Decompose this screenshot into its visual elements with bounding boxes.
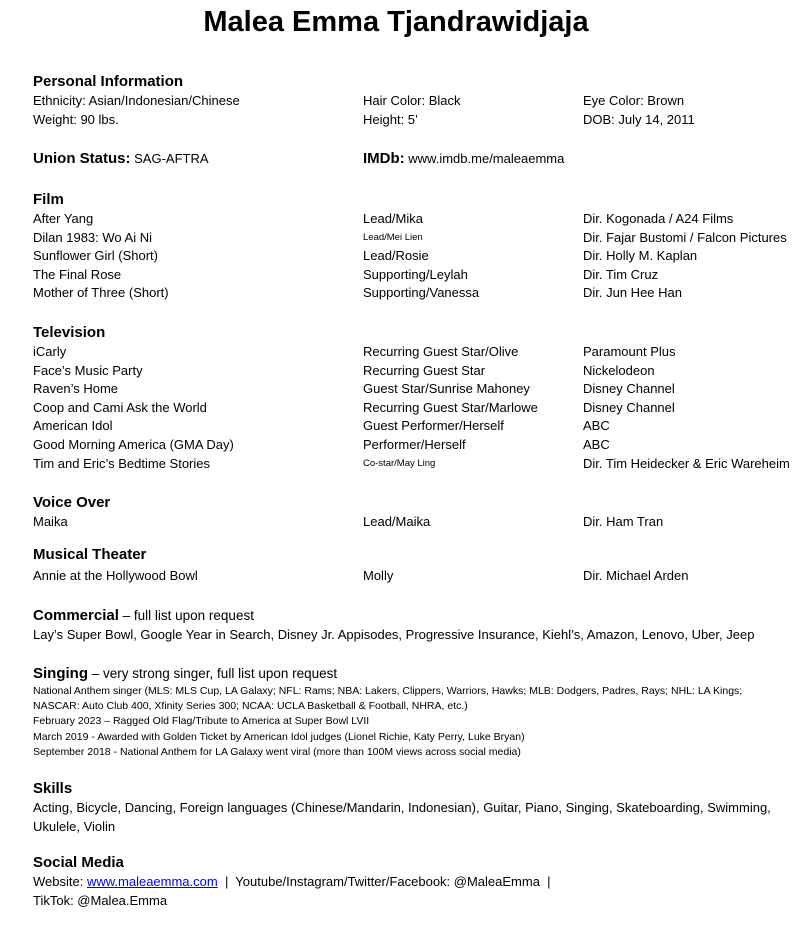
role: Recurring Guest Star/Marlowe bbox=[363, 399, 538, 415]
role: Lead/Mei Lien bbox=[363, 231, 423, 243]
role: Guest Performer/Herself bbox=[363, 418, 504, 434]
commercial-text: Lay’s Super Bowl, Google Year in Search, Disney Jr. Appisodes, Progressive Insurance, Kiehl’s, Amazon, Lenovo, Uber, Jeep bbox=[33, 627, 755, 642]
table-row bbox=[33, 567, 773, 586]
project-title: Annie at the Hollywood Bowl bbox=[33, 568, 198, 583]
social-heading: Social Media bbox=[33, 854, 124, 871]
website-label: Website: bbox=[33, 874, 87, 889]
tiktok-handle: TikTok: @Malea.Emma bbox=[33, 892, 168, 908]
project-title: Ethnicity: Asian/Indonesian/Chinese bbox=[33, 93, 240, 108]
text-line: NASCAR: Auto Club 400, Xfinity Series 300; NCAA: UCLA Basketball & Football, NHRA, etc.) bbox=[33, 700, 468, 713]
table-row bbox=[33, 436, 773, 455]
role: Height: 5’ bbox=[363, 111, 418, 127]
film-heading: Film bbox=[33, 191, 64, 208]
commercial-note: – full list upon request bbox=[118, 608, 254, 623]
project-title: Sunflower Girl (Short) bbox=[33, 248, 158, 264]
director-or-network: Nickelodeon bbox=[583, 362, 655, 378]
director-or-network: ABC bbox=[583, 436, 610, 452]
table-row bbox=[33, 284, 773, 303]
text-line: March 2019 - Awarded with Golden Ticket by American Idol judges (Lionel Richie, Katy Perry, Luke Bryan) bbox=[33, 730, 525, 743]
table-row bbox=[33, 380, 773, 399]
singing-heading: Singing bbox=[33, 665, 88, 682]
project-title: American Idol bbox=[33, 418, 113, 434]
table-row bbox=[33, 229, 787, 248]
director-or-network: Dir. Michael Arden bbox=[583, 568, 689, 583]
project-title: Tim and Eric’s Bedtime Stories bbox=[33, 455, 211, 471]
director-or-network: Dir. Tim Cruz bbox=[583, 266, 659, 282]
table-row bbox=[33, 247, 773, 266]
director-or-network: DOB: July 14, 2011 bbox=[583, 111, 695, 127]
director-or-network: Dir. Jun Hee Han bbox=[583, 285, 682, 301]
role: Co-star/May Ling bbox=[363, 457, 436, 469]
project-title: iCarly bbox=[33, 344, 67, 359]
voice-over-section bbox=[33, 493, 773, 532]
imdb-link[interactable]: www.imdb.me/maleaemma bbox=[408, 151, 565, 166]
table-row bbox=[33, 455, 790, 474]
table-row bbox=[33, 513, 773, 532]
director-or-network: Dir. Fajar Bustomi / Falcon Pictures bbox=[583, 229, 787, 245]
project-title: Raven’s Home bbox=[33, 381, 119, 397]
voice-over-heading: Voice Over bbox=[33, 494, 111, 511]
table-row bbox=[33, 417, 773, 436]
role: Lead/Mika bbox=[363, 211, 423, 226]
social-section bbox=[33, 853, 773, 910]
role: Hair Color: Black bbox=[363, 93, 461, 108]
role: Lead/Maika bbox=[363, 514, 431, 529]
text-line: Acting, Bicycle, Dancing, Foreign languages (Chinese/Mandarin, Indonesian), Guitar, Piano, Singing, Skateboarding, Swimming, bbox=[33, 800, 771, 815]
imdb-label: IMDb: bbox=[363, 150, 405, 167]
film-section bbox=[33, 190, 787, 303]
television-section bbox=[33, 323, 790, 473]
role: Supporting/Vanessa bbox=[363, 285, 480, 301]
role: Guest Star/Sunrise Mahoney bbox=[363, 381, 530, 397]
director-or-network: ABC bbox=[583, 418, 610, 434]
role: Recurring Guest Star bbox=[363, 362, 486, 378]
table-row bbox=[33, 362, 773, 381]
singing-note: – very strong singer, full list upon request bbox=[88, 666, 338, 681]
project-title: The Final Rose bbox=[33, 266, 122, 282]
director-or-network: Dir. Kogonada / A24 Films bbox=[583, 211, 734, 226]
project-title: Good Morning America (GMA Day) bbox=[33, 436, 234, 452]
table-row bbox=[33, 343, 773, 362]
social-handles: | Youtube/Instagram/Twitter/Facebook: @MaleaEmma | bbox=[217, 874, 551, 889]
musical-theater-section bbox=[33, 545, 773, 586]
skills-section bbox=[33, 779, 773, 836]
project-title: Face’s Music Party bbox=[33, 362, 143, 378]
role: Supporting/Leylah bbox=[363, 266, 468, 282]
television-heading: Television bbox=[33, 324, 106, 341]
text-line: September 2018 - National Anthem for LA Galaxy went viral (more than 100M views across social media) bbox=[33, 745, 521, 758]
table-row bbox=[33, 399, 773, 418]
director-or-network: Eye Color: Brown bbox=[583, 93, 685, 108]
union-value: SAG-AFTRA bbox=[134, 151, 209, 166]
project-title: Weight: 90 lbs. bbox=[33, 111, 119, 127]
table-row bbox=[33, 111, 773, 130]
singing-section bbox=[33, 664, 773, 760]
skills-heading: Skills bbox=[33, 780, 73, 797]
union-label: Union Status: bbox=[33, 150, 131, 167]
director-or-network: Dir. Holly M. Kaplan bbox=[583, 248, 698, 264]
personal-section bbox=[33, 72, 773, 129]
director-or-network: Dir. Ham Tran bbox=[583, 514, 664, 529]
director-or-network: Dir. Tim Heidecker & Eric Wareheim bbox=[583, 455, 790, 471]
project-title: Maika bbox=[33, 514, 68, 529]
text-line: Ukulele, Violin bbox=[33, 818, 116, 834]
project-title: Mother of Three (Short) bbox=[33, 285, 169, 301]
project-title: After Yang bbox=[33, 211, 94, 226]
table-row bbox=[33, 210, 773, 229]
union-imdb-row bbox=[33, 149, 773, 169]
role: Lead/Rosie bbox=[363, 248, 429, 264]
commercial-heading: Commercial bbox=[33, 607, 119, 624]
text-line: National Anthem singer (MLS: MLS Cup, LA Galaxy; NFL: Rams; NBA: Lakers, Clippers, Warriors, Hawks; MLB: Dodgers, Padres, Rays; NHL: LA Kings; bbox=[33, 685, 743, 697]
personal-heading: Personal Information bbox=[33, 73, 184, 90]
director-or-network: Disney Channel bbox=[583, 399, 675, 415]
musical-theater-heading: Musical Theater bbox=[33, 546, 147, 563]
table-row bbox=[33, 92, 773, 111]
role: Recurring Guest Star/Olive bbox=[363, 344, 519, 359]
director-or-network: Disney Channel bbox=[583, 381, 675, 397]
project-title: Dilan 1983: Wo Ai Ni bbox=[33, 229, 152, 245]
director-or-network: Paramount Plus bbox=[583, 344, 676, 359]
role: Performer/Herself bbox=[363, 436, 466, 452]
website-link[interactable]: www.maleaemma.com bbox=[86, 874, 218, 889]
text-line: February 2023 – Ragged Old Flag/Tribute to America at Super Bowl LVII bbox=[33, 715, 370, 728]
page-title: Malea Emma Tjandrawidjaja bbox=[203, 6, 589, 38]
role: Molly bbox=[363, 568, 394, 583]
project-title: Coop and Cami Ask the World bbox=[33, 399, 207, 415]
commercial-section bbox=[33, 606, 773, 645]
table-row bbox=[33, 266, 773, 285]
